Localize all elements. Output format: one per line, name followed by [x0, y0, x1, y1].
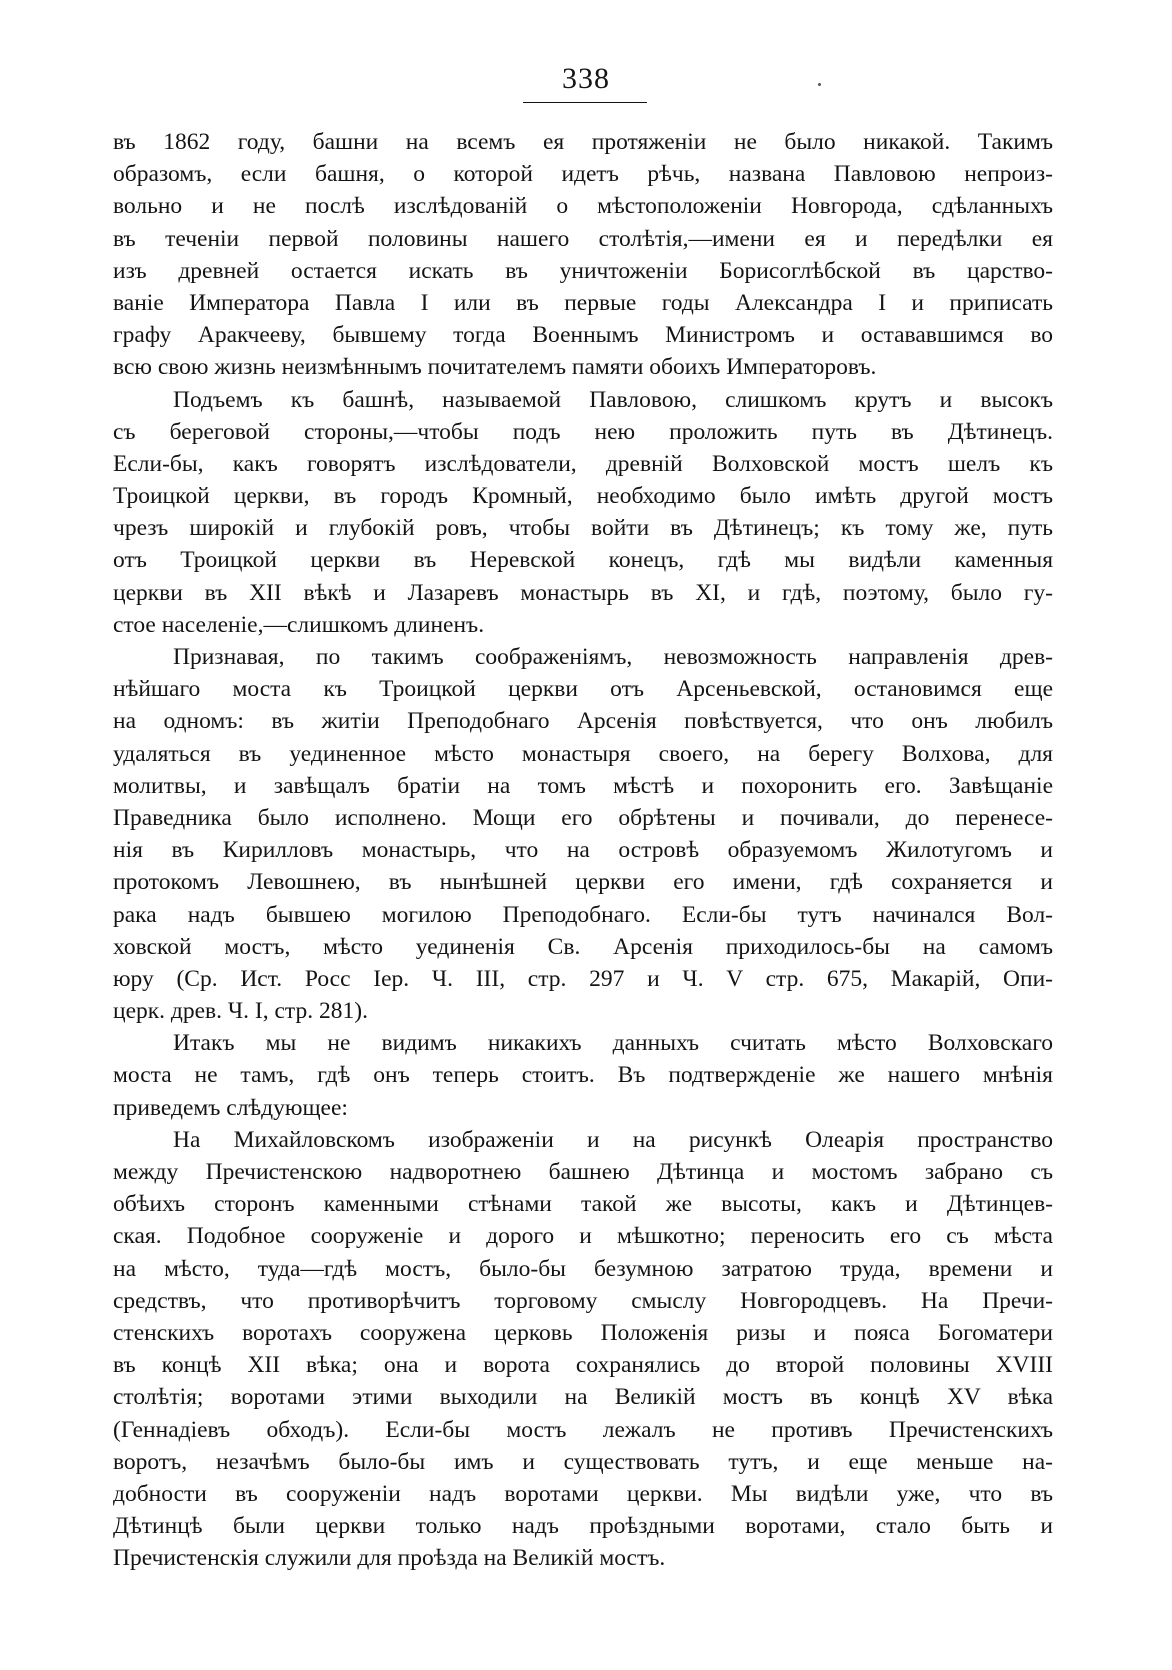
text-line: ховской мостъ, мѣсто уединенія Св. Арсенія приходилось-бы на самомъ	[113, 933, 1053, 960]
body-text	[113, 126, 1053, 1574]
text-line: Если-бы, какъ говорятъ изслѣдователи, древній Волховской мостъ шелъ къ	[113, 450, 1053, 477]
text-line: Подъемъ къ башнѣ, называемой Павловою, слишкомъ крутъ и высокъ	[173, 386, 1053, 413]
print-speck	[818, 83, 821, 86]
text-line: (Геннадіевъ обходъ). Если-бы мостъ лежалъ не противъ Пречистенскихъ	[113, 1416, 1053, 1443]
text-line: обѣихъ сторонъ каменными стѣнами такой же высоты, какъ и Дѣтинцев-	[113, 1191, 1053, 1218]
text-line: Праведника было исполнено. Мощи его обрѣтены и почивали, до перенесе-	[113, 804, 1053, 831]
text-line: Троицкой церкви, въ городъ Кромный, необходимо было имѣть другой мостъ	[113, 483, 1053, 510]
text-line: съ береговой стороны,—чтобы подъ нею проложить путь въ Дѣтинецъ.	[113, 418, 1053, 445]
text-line: молитвы, и завѣщалъ братіи на томъ мѣстѣ и похоронить его. Завѣщаніе	[113, 772, 1053, 799]
text-line: въ теченіи первой половины нашего столѣтія,—имени ея и передѣлки ея	[113, 225, 1053, 252]
text-line: Итакъ мы не видимъ никакихъ данныхъ считать мѣсто Волховскаго	[173, 1030, 1053, 1057]
text-line: отъ Троицкой церкви въ Неревской конецъ, гдѣ мы видѣли каменныя	[113, 547, 1053, 574]
text-line: вольно и не послѣ изслѣдованій о мѣстоположеніи Новгорода, сдѣланныхъ	[113, 193, 1053, 220]
text-line: рака надъ бывшею могилою Преподобнаго. Если-бы тутъ начинался Вол-	[113, 901, 1053, 928]
text-line: моста не тамъ, гдѣ онъ теперь стоитъ. Въ подтвержденіе же нашего мнѣнія	[113, 1062, 1053, 1089]
text-line: протокомъ Левошнею, въ нынѣшней церкви его имени, гдѣ сохраняется и	[113, 869, 1053, 896]
text-line: Дѣтинцѣ были церкви только надъ проѣздными воротами, стало быть и	[113, 1513, 1053, 1540]
header-rule	[523, 102, 647, 103]
text-line: на мѣсто, туда—гдѣ мостъ, было-бы безумною затратою труда, времени и	[113, 1255, 1053, 1282]
text-line: ваніе Императора Павла I или въ первые годы Александра I и приписать	[113, 289, 1053, 316]
text-line: стенскихъ воротахъ сооружена церковь Положенія ризы и пояса Богоматери	[113, 1319, 1053, 1346]
text-line: ская. Подобное сооруженіе и дорого и мѣшкотно; переносить его съ мѣста	[113, 1223, 1053, 1250]
text-line: Пречистенскія служили для проѣзда на Великій мостъ.	[113, 1545, 666, 1572]
text-line: нѣйшаго моста къ Троицкой церкви отъ Арсеньевской, остановимся еще	[113, 676, 1053, 703]
text-line: удаляться въ уединенное мѣсто монастыря своего, на берегу Волхова, для	[113, 740, 1053, 767]
text-line: столѣтія; воротами этими выходили на Великій мостъ въ концѣ XV вѣка	[113, 1384, 1053, 1411]
text-line: Признавая, по такимъ соображеніямъ, невозможность направленія древ-	[173, 644, 1053, 670]
text-line: чрезъ широкій и глубокій ровъ, чтобы войти въ Дѣтинецъ; къ тому же, путь	[113, 515, 1053, 542]
text-line: На Михайловскомъ изображеніи и на рисункѣ Олеарія пространство	[173, 1126, 1053, 1153]
text-line: добности въ сооруженіи надъ воротами церкви. Мы видѣли уже, что въ	[113, 1480, 1053, 1507]
text-line: воротъ, незачѣмъ было-бы имъ и существовать тутъ, и еще меньше на-	[113, 1448, 1053, 1475]
text-line: приведемъ слѣдующее:	[113, 1094, 348, 1121]
text-line: изъ древней остается искать въ уничтоженіи Борисоглѣбской въ царство-	[113, 257, 1053, 284]
text-line: между Пречистенскою надворотнею башнею Дѣтинца и мостомъ забрано съ	[113, 1159, 1053, 1185]
text-line: въ концѣ XII вѣка; она и ворота сохранялись до второй половины XVIII	[113, 1352, 1053, 1379]
text-line: графу Аракчееву, бывшему тогда Военнымъ Министромъ и остававшимся во	[113, 322, 1053, 349]
text-line: всю свою жизнь неизмѣннымъ почитателемъ памяти обоихъ Императоровъ.	[113, 354, 877, 381]
text-line: на одномъ: въ житіи Преподобнаго Арсенія повѣствуется, что онъ любилъ	[113, 708, 1053, 735]
text-line: стое населеніе,—слишкомъ длиненъ.	[113, 611, 485, 638]
text-line: нія въ Кирилловъ монастырь, что на островѣ образуемомъ Жилотугомъ и	[113, 837, 1053, 864]
page-number: 338	[562, 62, 610, 95]
text-line: церк. древ. Ч. I, стр. 281).	[113, 998, 368, 1025]
text-line: образомъ, если башня, о которой идетъ рѣчь, названа Павловою непроиз-	[113, 161, 1053, 188]
text-line: въ 1862 году, башни на всемъ ея протяженіи не было никакой. Такимъ	[113, 129, 1053, 155]
text-line: средствъ, что противорѣчитъ торговому смыслу Новгородцевъ. На Пречи-	[113, 1287, 1053, 1314]
text-line: юру (Ср. Ист. Росс Іер. Ч. III, стр. 297 и Ч. V стр. 675, Макарій, Опи-	[113, 965, 1053, 992]
text-line: церкви въ XII вѣкѣ и Лазаревъ монастырь въ XI, и гдѣ, поэтому, было гу-	[113, 579, 1053, 606]
